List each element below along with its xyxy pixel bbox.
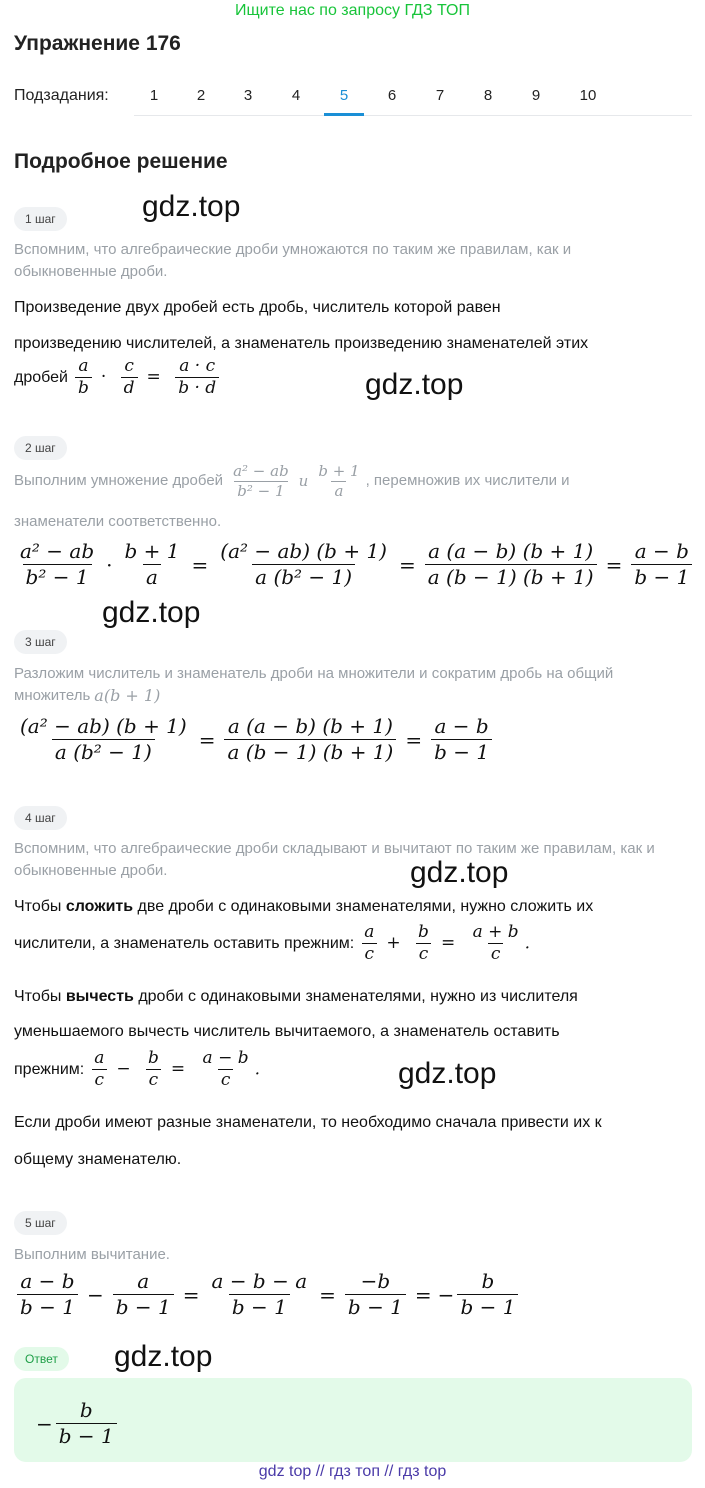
subtask-tab-1[interactable]: 1 — [149, 87, 159, 104]
step-4-add-a: Чтобы — [14, 898, 66, 915]
step-2-badge: 2 шаг — [14, 436, 67, 460]
step-4-hint: Вспомним, что алгебраические дроби складывают и вычитают по таким же правилам, как и обыкновенные дроби. — [14, 840, 655, 879]
step-4-add-rule — [14, 898, 593, 916]
footer-watermark: gdz top // гдз топ // гдз top — [258, 1463, 447, 1480]
watermark: gdz.top — [410, 856, 509, 889]
step-4-diff-b: общему знаменателю. — [14, 1151, 182, 1168]
subtask-tab-10[interactable]: 10 — [579, 87, 597, 104]
subtask-tab-9[interactable]: 9 — [531, 87, 541, 104]
step-4-sub-formula: прежним: $\frac{a}{c}$ − $\frac{b}{c}$ = $\frac{a - b}{c}$ . — [14, 1048, 261, 1091]
watermark: gdz.top — [142, 190, 241, 223]
answer-badge: Ответ — [14, 1347, 69, 1371]
step-4-sub-a: Чтобы — [14, 988, 66, 1005]
active-tab-indicator — [324, 113, 364, 116]
step-3-hint-b: множитель a(b + 1) — [14, 686, 161, 705]
step-2-formula: $\frac{\text{a² − ab}}{\text{b² − 1}}$ · $\frac{b + 1}{a}$ = $\frac{\text{(a² − ab) (b + 1)}}{\text{a (b² − 1)}}$ = $\frac{a (a - b) (b + 1)}{a (b - 1) (b + 1)}$ = $\frac{a - b}{b - 1}$ — [14, 539, 695, 590]
step-4-add-c: числители, а знаменатель оставить прежним: — [14, 934, 355, 952]
step-2-hint: Выполним умножение дробей $\frac{\text{a² − ab}}{\text{b² − 1}}$ и $\frac{b + 1}{a}$ , перемножив их числители и — [14, 462, 570, 500]
step-4-diff-a: Если дроби имеют разные знаменатели, то необходимо сначала привести их к — [14, 1114, 602, 1131]
step-1-rule-line-2: произведению числителей, а знаменатель произведению знаменателей этих — [14, 335, 589, 352]
step-4-sub-rule — [14, 988, 578, 1006]
subtask-tabs — [134, 73, 692, 116]
step-2-hint-text-b: , перемножив их числители и — [365, 472, 570, 490]
solution-heading: Подробное решение — [14, 150, 228, 173]
step-4-add-b: две дроби с одинаковыми знаменателями, нужно сложить их — [133, 898, 594, 915]
subtask-tab-7[interactable]: 7 — [435, 87, 445, 104]
step-4-sub-b: дроби с одинаковыми знаменателями, нужно из числителя — [133, 988, 578, 1005]
step-5-formula: $\frac{a - b}{b - 1}$ − $\frac{a}{b - 1}$ = $\frac{a - b - a}{b - 1}$ = $\frac{-b}{b - 1}$ = − $\frac{b}{b - 1}$ — [14, 1269, 521, 1320]
watermark: gdz.top — [102, 596, 201, 629]
step-2-hint-c: знаменатели соответственно. — [14, 513, 222, 530]
step-3-hint-b-text: множитель — [14, 687, 91, 704]
step-5-badge: 5 шаг — [14, 1211, 67, 1235]
step-5-hint: Выполним вычитание. — [14, 1246, 170, 1263]
watermark: gdz.top — [114, 1340, 213, 1373]
subtask-tab-2[interactable]: 2 — [196, 87, 206, 104]
promo-banner: Ищите нас по запросу ГДЗ ТОП — [235, 2, 470, 19]
subtask-tab-8[interactable]: 8 — [483, 87, 493, 104]
answer-formula: − $\frac{b}{b - 1}$ — [36, 1398, 120, 1449]
step-3-hint: Разложим числитель и знаменатель дроби на множители и сократим дробь на общий — [14, 665, 614, 682]
page-title: Упражнение 176 — [14, 32, 181, 55]
step-4-add-bold: сложить — [65, 898, 134, 915]
step-1-hint: Вспомним, что алгебраические дроби умножаются по таким же правилам, как и обыкновенные дроби. — [14, 241, 572, 280]
step-4-add-formula: числители, а знаменатель оставить прежним: $\frac{a}{c}$ + $\frac{b}{c}$ = $\frac{a + b}{c}$ . — [14, 922, 531, 965]
step-4-sub-c: уменьшаемого вычесть числитель вычитаемого, а знаменатель оставить — [14, 1023, 560, 1040]
subtask-tab-6[interactable]: 6 — [387, 87, 397, 104]
subtask-tab-3[interactable]: 3 — [243, 87, 253, 104]
step-1-formula: дробей $\frac{a}{b}$ · $\frac{c}{d}$ = $\frac{a \cdot c}{b \cdot d}$ — [14, 356, 222, 400]
step-2-hint-text: Выполним умножение дробей — [14, 472, 224, 490]
subtask-tab-5[interactable]: 5 — [339, 87, 349, 104]
step-3-formula: $\frac{\text{(a² − ab) (b + 1)}}{\text{a (b² − 1)}}$ = $\frac{a (a - b) (b + 1)}{a (b - 1) (b + 1)}$ = $\frac{a - b}{b - 1}$ — [14, 714, 495, 765]
subtask-tab-4[interactable]: 4 — [291, 87, 301, 104]
step-3-badge: 3 шаг — [14, 630, 67, 654]
step-4-badge: 4 шаг — [14, 806, 67, 830]
step-1-rule-line-1: Произведение двух дробей есть дробь, числитель которой равен — [14, 299, 501, 316]
watermark: gdz.top — [398, 1057, 497, 1090]
subtasks-label: Подзадания: — [14, 87, 109, 104]
step-4-sub-bold: вычесть — [65, 988, 134, 1005]
step-1-rule-line-3: дробей — [14, 368, 68, 386]
watermark: gdz.top — [365, 368, 464, 401]
answer-box — [14, 1378, 692, 1462]
step-1-badge: 1 шаг — [14, 207, 67, 231]
step-4-sub-d: прежним: — [14, 1060, 85, 1078]
step-2-hint-and: и — [298, 472, 309, 491]
